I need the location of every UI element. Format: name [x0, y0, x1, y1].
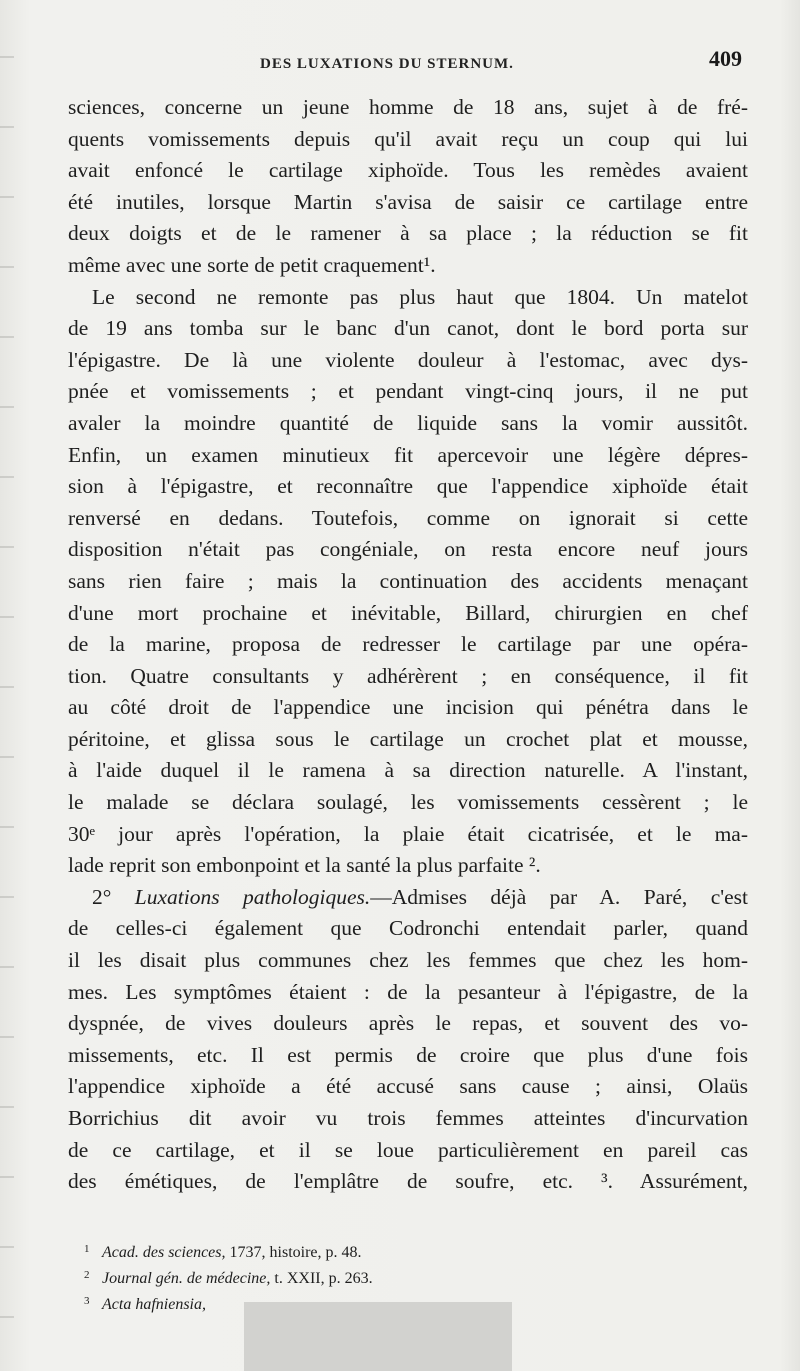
text-line: l'épigastre. De là une violente douleur à l'estomac, avec dys- [68, 347, 748, 372]
section-heading-line [68, 882, 748, 914]
text-line: avaler la moindre quantité de liquide sans la vomir aussitôt. [68, 410, 748, 435]
text-line: tion. Quatre consultants y adhérèrent ; en conséquence, il fit [68, 663, 748, 688]
footnote-detail: 1737, histoire, p. 48. [225, 1244, 362, 1261]
text-line: lade reprit son embonpoint et la santé la plus parfaite ². [68, 853, 541, 878]
text-line: 30ᵉ jour après l'opération, la plaie était cicatrisée, et le ma- [68, 821, 748, 846]
text-line: le malade se déclara soulagé, les vomissements cessèrent ; le [68, 790, 748, 815]
footnote-mark: 1 [84, 1243, 90, 1255]
footnote-detail: t. XXII, p. 263. [270, 1270, 373, 1287]
text-line: pnée et vomissements ; et pendant vingt-cinq jours, il ne put [68, 379, 748, 404]
section-heading-rest: —Admises déjà par A. Paré, c'est [370, 884, 748, 909]
text-line: sion à l'épigastre, et reconnaître que l'appendice xiphoïde était [68, 474, 748, 499]
section-title: Luxations pathologiques. [134, 884, 371, 909]
text-line: Le second ne remonte pas plus haut que 1804. Un matelot [92, 284, 748, 309]
text-line: sans rien faire ; mais la continuation des accidents menaçant [68, 568, 748, 593]
running-title: DES LUXATIONS DU STERNUM. [260, 56, 514, 72]
text-line: d'une mort prochaine et inévitable, Billard, chirurgien en chef [68, 600, 748, 625]
text-line: au côté droit de l'appendice une incision qui pénétra dans le [68, 695, 748, 720]
text-line: de 19 ans tomba sur le banc d'un canot, dont le bord porta sur [68, 316, 748, 341]
text-line: sciences, concerne un jeune homme de 18 ans, sujet à de fré- [68, 95, 748, 119]
section-number: 2° [92, 884, 112, 909]
text-line: disposition n'était pas congéniale, on resta encore neuf jours [68, 537, 748, 562]
page-binding-edge [0, 0, 14, 1371]
text-line: renversé en dedans. Toutefois, comme on ignorait si cette [68, 505, 748, 530]
footnote-source: Journal gén. de médecine, [102, 1270, 271, 1287]
text-line: il les disait plus communes chez les femmes que chez les hom- [68, 948, 748, 973]
text-line: l'appendice xiphoïde a été accusé sans cause ; ainsi, Olaüs [68, 1074, 748, 1099]
footnote-source: Acta hafniensia, [102, 1296, 206, 1313]
text-line: de la marine, proposa de redresser le cartilage par une opéra- [68, 632, 748, 657]
text-line: de celles-ci également que Codronchi entendait parler, quand [68, 916, 748, 941]
text-line: de ce cartilage, et il se loue particulièrement en pareil cas [68, 1137, 748, 1162]
footnote [84, 1266, 724, 1292]
text-line: quents vomissements depuis qu'il avait reçu un coup qui lui [68, 126, 748, 151]
body-text [68, 92, 748, 1198]
text-line: avait enfoncé le cartilage xiphoïde. Tous les remèdes avaient [68, 158, 748, 183]
footnote-source: Acad. des sciences, [102, 1244, 226, 1261]
text-line: à l'aide duquel il le ramena à sa direction naturelle. A l'instant, [68, 758, 748, 783]
text-line: péritoine, et glissa sous le cartilage un crochet plat et mousse, [68, 726, 748, 751]
text-line: Enfin, un examen minutieux fit apercevoir une légère dépres- [68, 442, 748, 467]
text-line: dyspnée, de vives douleurs après le repas, et souvent des vo- [68, 1011, 748, 1036]
page-header [68, 46, 748, 80]
footnote-mark: 2 [84, 1269, 90, 1281]
scan-artifact-patch [244, 1302, 512, 1371]
footnote-mark: 3 [84, 1295, 90, 1307]
text-line: été inutiles, lorsque Martin s'avisa de saisir ce cartilage entre [68, 189, 748, 214]
page-number: 409 [709, 46, 742, 71]
text-line: missements, etc. Il est permis de croire que plus d'une fois [68, 1042, 748, 1067]
text-line: même avec une sorte de petit craquement¹. [68, 252, 436, 277]
text-line: des émétiques, de l'emplâtre de soufre, etc. ³. Assurément, [68, 1169, 748, 1194]
text-line: mes. Les symptômes étaient : de la pesanteur à l'épigastre, de la [68, 979, 748, 1004]
footnote [84, 1240, 724, 1266]
text-line: deux doigts et de le ramener à sa place ; la réduction se fit [68, 221, 748, 246]
text-line: Borrichius dit avoir vu trois femmes atteintes d'incurvation [68, 1106, 748, 1130]
